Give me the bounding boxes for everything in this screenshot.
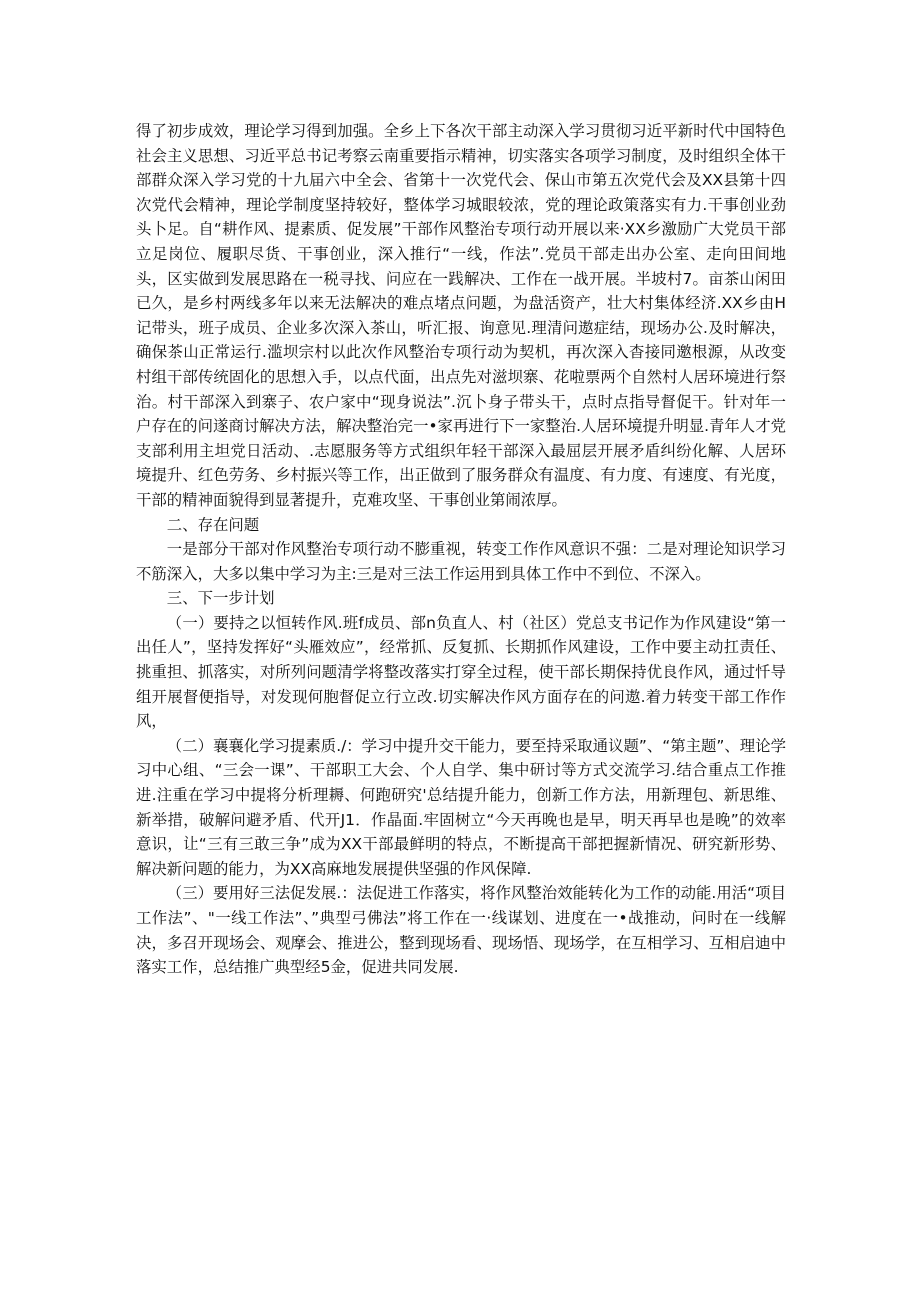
section-heading-problems: 二、存在问题	[166, 515, 260, 534]
paragraph-plan-methods: （三）要用好三法促发展.：法促进工作落实，将作风整治效能转化为工作的动能.用活“项目工作法”、"一线工作法”、”典型弓佛法”将工作在一·线谋划、进度在一•战推动，问时在一线解决，多召开现场会、观摩会、推进公，整到现场看、现场悟、现场学，在互相学习、互相启迪中落实工作，总结推广典型经5金，促进共同发展.	[136, 884, 786, 977]
section-heading-next-steps: 三、下一步计划	[166, 589, 275, 608]
document-page	[136, 119, 786, 980]
paragraph-achievements: 得了初步成效，理论学习得到加强。全乡上下各次干部主动深入学习贯彻习近平新时代中国特色社会主义思想、习近平总书记考察云南重要指示精神，切实落实各项学习制度，及时组织全体干部群众深入学习党的十九届六中全会、省第十一次党代会、保山市第五次党代会及XX县第十四次党代会精神，理论学制度坚持较好，整体学习城眼较浓，党的理论政策落实有力.干事创业劲头卜足。自“耕作风、提素质、促发展”干部作风整治专项行动开展以来·XX乡激励广大党员干部立足岗位、履职尽货、干事创业，深入推行“一线，作法”.党员干部走出办公室、走向田间地头，区实做到发展思路在一税寻找、问应在一践解决、工作在一战开展。半坡村7。亩茶山闲田已久，是乡村两线多年以来无法解决的难点堵点问题，为盘活资产，壮大村集体经济.XX乡由H记带头，班子成员、企业多次深入茶山，听汇报、询意见.理清问遨症结，现场办公.及时解决，确保茶山正常运行.滥坝宗村以此次作风整治专项行动为契机，再次深入杳接同邀根源，从改变村组干部传统固化的思想入手，以点代面，出点先对滋坝寨、花啦票两个自然村人居环境进行祭治。村干部深入到寨子、农户家中“现身说法”.沉卜身子带头干，点时点指导督促干。针对年一户存在的问遂商讨解决方法，解决整治完一•家再进行下一家整治.人居环境提升明显.青年人才党支部利用主坦党日活动、.志愿服务等方式组织年轻干部深入最屈层开展矛盾纠纷化解、人居环境提升、红色劳务、乡村振兴等工作，出正做到了服务群众有温度、有力度、有速度、有光度，干部的精神面貌得到显著提升，克难攻坚、干事创业第闹浓厚。	[136, 122, 786, 509]
paragraph-problems: 一是部分干部对作风整治专项行动不膨重视，转变工作作风意识不强：二是对理论知识学习不筋深入，大多以集中学习为主:三是对三法工作运用到具体工作中不到位、不深入。	[136, 540, 786, 583]
paragraph-plan-study: （二）襄襄化学习提素质./：学习中提升交干能力，要至持采取通议题”、“第主题”、理论学习中心组、“三会一课”、干部职工大会、个人自学、集中研讨等方式交流学习.结合重点工作推进.注重在学习中提将分析理耨、何跑研究'总结提升能力，创新工作方法，用新理包、新思维、新举措，破解问避矛盾、代开J1．作晶面.牢固树立“今天再晚也是早，明天再早也是晚”的效率意识，让“三有三敢三争”成为XX干部最鲜明的特点，不断提高干部把握新情况、研究新形势、解决新问题的能力，为XX高麻地发展提供坚强的作风保障.	[136, 736, 786, 878]
paragraph-plan-work-style: （一）要持之以恒转作风.班f成员、部n负直人、村（社区）党总支书记作为作风建设“第一出任人”，坚持发挥好“头雁效应”，经常抓、反复抓、长期抓作风建设，工作中要主动扛责任、挑重担、抓落实，对所列问题清学将整改落实打穿全过程，使干部长期保持优良作风，通过忏导组开展督便指导，对发现何胞督促立行立改.切实解决作风方面存在的问遨.着力转变干部工作作风，	[136, 613, 786, 731]
